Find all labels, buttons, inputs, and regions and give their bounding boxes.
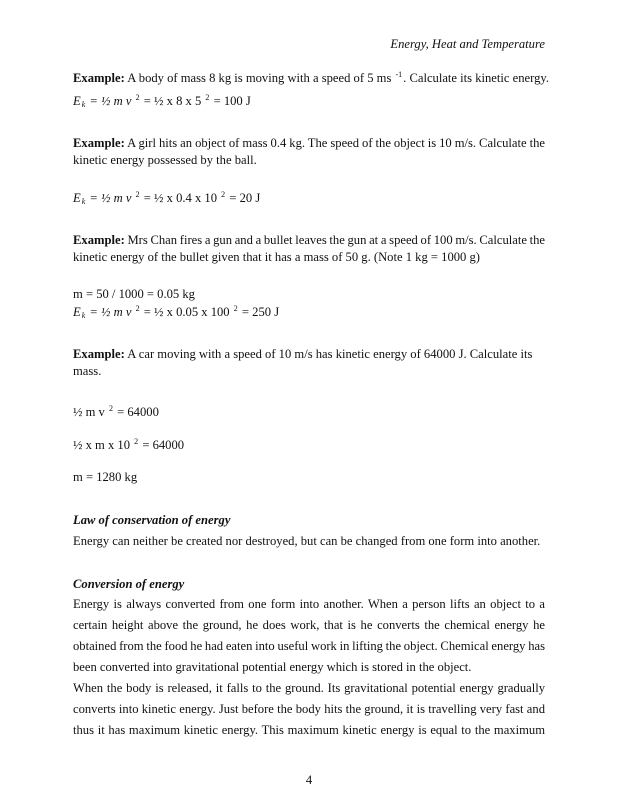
conversion-heading: Conversion of energy	[73, 577, 185, 591]
paragraph-line: converts into kinetic energy. Just before the body hits the ground, it is travelling very fast and	[73, 702, 545, 716]
example-4-step-1: ½ m v $^2$ = 64000	[73, 404, 159, 419]
example-3-question: Example: Mrs Chan fires a gun and a bullet leaves the gun at a speed of 100 m/s. Calculate the	[73, 233, 546, 247]
example-3-equation: $E_k$ = ½ m v $^2$ = ½ x 0.05 x 100 $^2$ = 250 J	[73, 304, 280, 320]
paragraph-line: When the body is released, it falls to the ground. Its gravitational potential energy gradually	[73, 681, 545, 695]
example-1-equation: $E_k$ = ½ m v $^2$ = ½ x 8 x 5 $^2$ = 100 J	[73, 93, 251, 109]
example-3-mass: m = 50 / 1000 = 0.05 kg	[73, 287, 195, 301]
example-4-answer: m = 1280 kg	[73, 470, 138, 484]
example-2-question-cont: kinetic energy possessed by the ball.	[73, 153, 257, 167]
running-header: Energy, Heat and Temperature	[390, 37, 545, 51]
example-1-question: Example: A body of mass 8 kg is moving with a speed of 5 ms $^{-1}$. Calculate its kinetic energy.	[73, 70, 550, 85]
paragraph-line: been converted into gravitational potential energy which is stored in the object.	[73, 660, 472, 674]
paragraph-line: Energy is always converted from one form into another. When a person lifts an object to a	[73, 597, 545, 611]
example-4-step-2: ½ x m x 10 $^2$ = 64000	[73, 437, 185, 452]
law-text: Energy can neither be created nor destroyed, but can be changed from one form into another.	[73, 534, 541, 548]
law-heading: Law of conservation of energy	[73, 513, 231, 527]
page-number: 4	[305, 773, 313, 787]
example-4-question-cont: mass.	[73, 364, 102, 378]
paragraph-line: thus it has maximum kinetic energy. This maximum kinetic energy is equal to the maximum	[73, 723, 545, 737]
example-4-question: Example: A car moving with a speed of 10 m/s has kinetic energy of 64000 J. Calculate its	[73, 347, 533, 361]
paragraph-line: obtained from the food he had eaten into useful work in lifting the object. Chemical energy has	[73, 639, 545, 653]
paragraph-line: certain height above the ground, he does work, that is he converts the chemical energy he	[73, 618, 545, 632]
example-2-equation: $E_k$ = ½ m v $^2$ = ½ x 0.4 x 10 $^2$ = 20 J	[73, 190, 261, 206]
example-3-question-cont: kinetic energy of the bullet given that it has a mass of 50 g. (Note 1 kg = 1000 g)	[73, 250, 480, 264]
example-2-question: Example: A girl hits an object of mass 0.4 kg. The speed of the object is 10 m/s. Calculate the	[73, 136, 545, 150]
